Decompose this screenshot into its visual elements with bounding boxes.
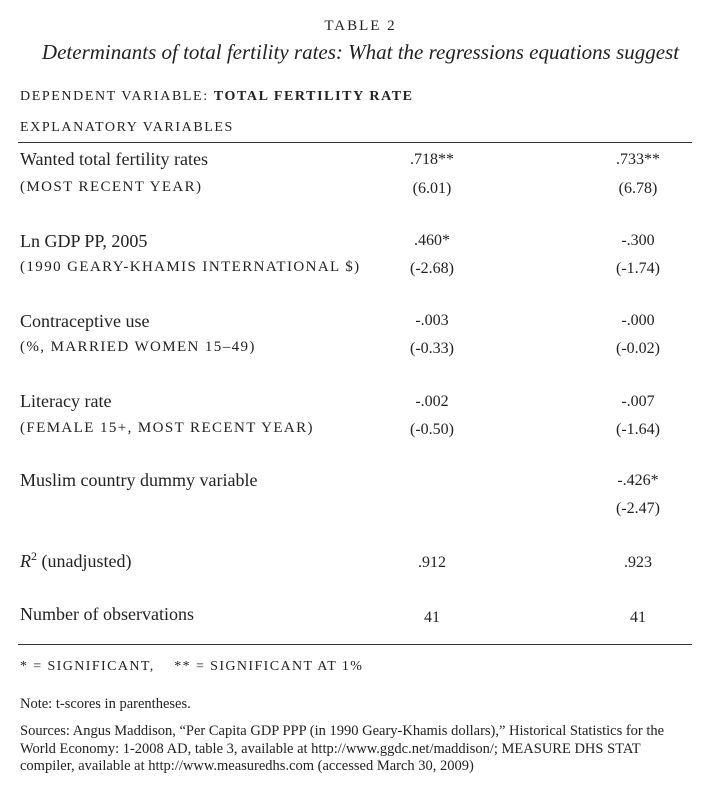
explanatory-header: EXPLANATORY VARIABLES (20, 120, 234, 135)
r-squared-qualifier: (unadjusted) (41, 551, 132, 571)
model2-coef: -.000 (621, 312, 655, 329)
model2-r-squared: .923 (624, 554, 652, 571)
row-sublabel: (1990 GEARY-KHAMIS INTERNATIONAL $) (20, 259, 361, 275)
model1-coef: .718** (410, 151, 454, 168)
model1-coef: .460* (414, 232, 450, 249)
model2-coef: -.426* (617, 472, 659, 489)
model1-coef: -.002 (415, 393, 449, 410)
model1-observations: 41 (424, 609, 440, 626)
model1-r-squared: .912 (418, 554, 446, 571)
row-label: Wanted total fertility rates (20, 149, 208, 169)
model1-tscore: (-2.68) (410, 260, 454, 277)
header-rule (18, 142, 692, 143)
row-label: Muslim country dummy variable (20, 470, 258, 490)
model2-tscore: (-0.02) (616, 340, 660, 357)
dependent-variable (20, 89, 414, 105)
dependent-label: DEPENDENT VARIABLE: (20, 89, 209, 104)
model2-observations: 41 (630, 609, 646, 626)
footer-rule (18, 644, 692, 645)
model2-coef: -.007 (621, 393, 655, 410)
significance-legend: * = SIGNIFICANT, ** = SIGNIFICANT AT 1% (20, 659, 364, 674)
model2-coef: -.300 (621, 232, 655, 249)
row-label: Ln GDP PP, 2005 (20, 231, 148, 251)
model2-coef: .733** (616, 151, 660, 168)
row-label: Literacy rate (20, 391, 112, 411)
row-sublabel: (%, MARRIED WOMEN 15–49) (20, 339, 256, 355)
model1-tscore: (6.01) (412, 180, 452, 197)
row-sublabel: (MOST RECENT YEAR) (20, 179, 203, 195)
dependent-value: TOTAL FERTILITY RATE (213, 89, 414, 104)
sources: Sources: Angus Maddison, “Per Capita GDP PPP (in 1990 Geary-Khamis dollars),” Historical Statistics for the World Economy: 1-2008 AD, table 3, available at http://www.ggdc.net/maddison/; MEASURE DHS STAT compiler, available at http://www.measuredhs.com (accessed March 30, 2009) (20, 723, 665, 774)
note: Note: t-scores in parentheses. (20, 696, 191, 712)
model2-tscore: (-1.74) (616, 260, 660, 277)
model2-tscore: (-2.47) (616, 500, 660, 517)
model2-tscore: (6.78) (618, 180, 658, 197)
row-sublabel: (FEMALE 15+, MOST RECENT YEAR) (20, 420, 314, 436)
model1-tscore: (-0.33) (410, 340, 454, 357)
model1-tscore: (-0.50) (410, 421, 454, 438)
table-title: Determinants of total fertility rates: What the regressions equations suggest (41, 40, 680, 64)
row-label: Contraceptive use (20, 311, 150, 331)
observations-label: Number of observations (20, 604, 194, 624)
table-number: TABLE 2 (324, 18, 397, 34)
r-squared-label: $R^2$ (unadjusted) (20, 549, 132, 571)
model2-tscore: (-1.64) (616, 421, 660, 438)
model1-coef: -.003 (415, 312, 449, 329)
